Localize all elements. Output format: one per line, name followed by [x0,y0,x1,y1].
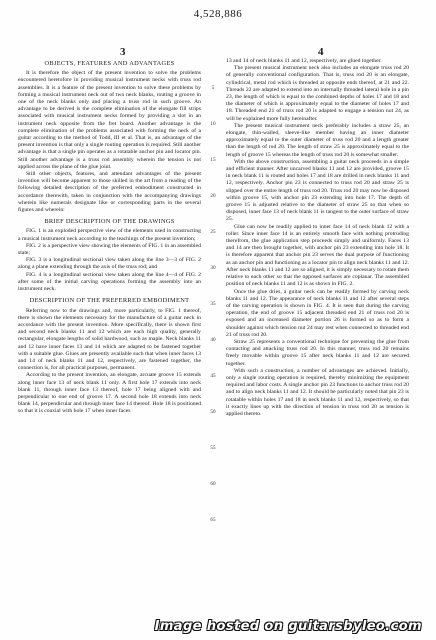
paragraph: The present musical instrument neck also includes an elongate truss rod 20 of generally conventional configuration. That is, truss rod 20 is an elongate, cylindrical, metal rod which is threaded at opposite ends thereof, at 21 and 22. Threads 22 are adapted to extend into an internally threaded lateral hole in a pin 23, the length of which is equal to the combined depths of holes 17 and 18 and the diameter of which is approximately equal to the diameter of holes 17 and 18. Threaded end 21 of truss rod 20 is adapted to engage a tension nut 24, as will be explained more fully hereinafter. [226,65,409,122]
line-number: 35 [210,301,216,307]
line-number: 15 [210,157,216,163]
figure-description: FIG. 1 is an exploded perspective view of the elements used in constructing a musical instrument neck according to the teachings of the present invention; [18,228,201,242]
heading-preferred-embodiment: DESCRIPTION OF THE PREFERRED EMBODIMENT [29,297,190,305]
column-number-left: 3 [120,46,126,58]
line-number: 60 [210,481,216,487]
line-number: 50 [210,409,216,415]
paragraph: The present musical instrument neck preferably includes a straw 25, an elongate, thin-walled, sleeve-like member having an inner diameter approximately equal to the outer diameter of truss rod 20 and a length greater than the length of rod 20. The length of straw 25 is approximately equal to the length of groove 15 whereas the length of truss rod 20 is somewhat smaller. [226,122,409,158]
right-text-column [226,58,409,418]
paragraph: Glue can now be readily applied to inner face 14 of neck blank 12 with a roller. Since inner face 14 is an entirely smooth face with nothing protruding therefrom, the glue application step proceeds simply and uniformly. Faces 13 and 14 are then brought together, with anchor pin 23 extending into hole 18. It is therefore apparent that anchor pin 23 serves the dual purpose of functioning as an anchor pin and functioning as a locator pin to align neck blanks 11 and 12. After neck blanks 11 and 12 are so aligned, it is simply necessary to rotate them relative to each other so that the opposed surfaces are coplanar. The assembled position of neck blanks 11 and 12 is as shown in FIG. 2. [226,223,409,288]
column-number-right: 4 [318,46,324,58]
heading-objects: OBJECTS, FEATURES AND ADVANTAGES [44,60,175,67]
line-number: 10 [210,121,216,127]
figure-description: FIG. 2 is a perspective view showing the elements of FIG. 1 in an assembled state; [18,242,201,257]
paragraph: Once the glue dries, a guitar neck can be readily formed by carving neck blanks 11 and 12. The appearance of neck blanks 11 and 12 after several steps of the carving operation is shown in FIG. 4. It is seen that during the carving operation, the end of groove 15 adjacent threaded end 21 of truss rod 20 is exposed and an increased diameter portion 26 is formed so as to form a shoulder against which tension nut 24 may rest when connected to threaded end 21 of truss rod 20. [226,288,409,338]
line-number: 45 [210,373,216,379]
figure-description: FIG. 4 is a longitudinal sectional view taken along the line 4—4 of FIG. 2 after some of the initial carving operations forming the assembly into an instrument neck. [18,271,201,293]
figure-description: FIG. 3 is a longitudinal sectional view taken along the line 3—3 of FIG. 2 along a plane extending through the axis of the truss rod; and [18,257,201,271]
line-number: 55 [210,445,216,451]
patent-number: 4,528,886 [193,8,243,20]
paragraph: Referring now to the drawings and, more particularly, to FIG. 1 thereof, there is shown the elements necessary for the manufacture of a guitar neck in accordance with the present invention. More specifically, there is shown first and second neck blanks 11 and 12 which are each high quality, generally rectangular, elongate lengths of solid hardwood, such as maple. Neck blanks 11 and 12 have inner faces 13 and 14 which are adapted to be fastened together with a suitable glue. Glues are presently available such that when inner faces 13 and 14 of neck blanks 11 and 12, respectively, are fastened together, the connection is, for all practical purposes, permanent. [18,307,201,372]
left-text-column [18,56,201,416]
line-number: 25 [210,229,216,235]
line-number: 40 [210,337,216,343]
paragraph: With such a construction, a number of advantages are achieved. Initially, only a single routing operation is required, thereby minimizing the equipment required and labor costs. A single anchor pin 23 functions to anchor truss rod 20 and to align neck blanks 11 and 12. It should be particularly noted that pin 23 is rotatable within holes 17 and 18 in neck blanks 11 and 12, respectively, so that it exactly lines up with the direction of tension in truss rod 20 as tension is applied thereto. [226,367,409,417]
paragraph: Still other objects, features, and attendant advantages of the present invention will become apparent to those skilled in the art from a reading of the following detailed description of the preferred embodiment constructed in accordance therewith, taken in conjunction with the accompanying drawings wherein like numerals designate like or corresponding parts in the several figures and wherein: [18,171,201,214]
heading-drawings: BRIEF DESCRIPTION OF THE DRAWINGS [44,218,175,226]
paragraph: With the above construction, assembling a guitar neck proceeds in a simple and efficient manner. After uncarved blanks 11 and 12 are provided, groove 15 in neck blank 11 is routed and holes 17 and 18 are drilled in neck blanks 11 and 12, respectively. Anchor pin 23 is connected to truss rod 20 and straw 25 is slipped over the entire length of truss rod 20. Truss rod 20 may now be disposed within groove 15, with anchor pin 23 extending into hole 17. The depth of groove 15 is adjusted relative to the diameter of straw 25 so that when so disposed, inner face 13 of neck blank 11 is tangent to the outer surface of straw 25. [226,158,409,223]
paragraph: 13 and 14 of neck blanks 11 and 12, respectively, are glued together. [226,58,382,64]
line-number: 65 [210,517,216,523]
line-number: 20 [210,193,216,199]
paragraph: Straw 25 represents a conventional technique for preventing the glue from contacting and attacking truss rod 20. In this manner, truss rod 20 remains freely movable within groove 15 after neck blanks 11 and 12 are secured together. [226,338,409,367]
paragraph: According to the present invention, an elongate, arcuate groove 15 extends along inner face 13 of neck blank 11 only. A first hole 17 extends into neck blank 11, through inner face 13 thereof, hole 17 being aligned with and perpendicular to one end of groove 17. A second hole 18 extends into neck blank 14, perpendicular and through inner face 14 thereof. Hole 18 is positioned so that it is coaxial with hole 17 when inner faces [18,372,201,415]
watermark-text: Image hosted on guitarsbyleo.com [154,619,422,634]
paragraph: It is therefore the object of the present invention to solve the problems encountered heretofore in providing musical instrument necks with truss rod assemblies. It is a feature of the present invention to solve these problems by forming a musical instrument neck out of two neck blanks, routing a groove in one of the neck blanks only and placing a truss rod in such groove. An advantage to be derived is the complete elimination of the elongate fill strips associated with musical instrument necks formed by providing a slot in an instrument neck opposite from the fret board. Another advantage is the complete elimination of the problems associated with forming the neck of a guitar according to the method of Todd, III et al. That is, an advantage of the present invention is that only a single routing operation is required. Still another advantage is that a single pin operates as a rotatable anchor pin and locator pin. Still another advantage is a truss rod assembly wherein the tension is not applied across the plane of the glue joint. [18,70,201,170]
line-number: 30 [210,265,216,271]
line-number: 5 [211,85,215,91]
